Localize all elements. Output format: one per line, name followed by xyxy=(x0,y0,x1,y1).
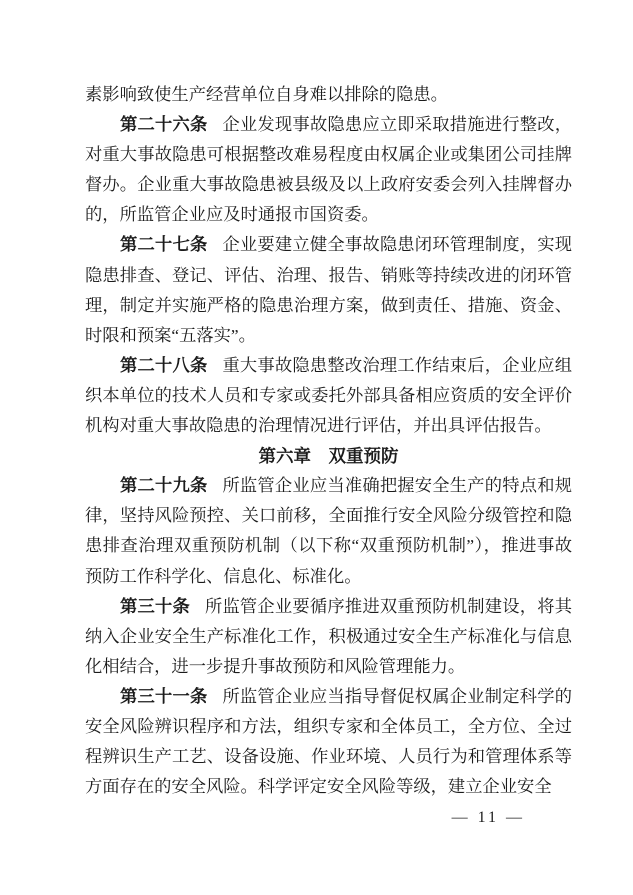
article-paragraph xyxy=(85,351,572,441)
article-paragraph xyxy=(85,471,572,591)
article-number: 第二十六条 xyxy=(120,115,208,135)
page-number: — 11 — xyxy=(451,809,525,826)
paragraph-text: 企业要建立健全事故隐患闭环管理制度，实现隐患排查、登记、评估、治理、报告、销账等持续改进的闭环管理，制定并实施严格的隐患治理方案，做到责任、措施、资金、时限和预案“五落实”。 xyxy=(85,235,572,345)
article-paragraph xyxy=(85,592,572,682)
document-body xyxy=(85,80,572,802)
paragraph-text: 企业发现事故隐患应立即采取措施进行整改，对重大事故隐患可根据整改难易程度由权属企业或集团公司挂牌督办。企业重大事故隐患被县级及以上政府安委会列入挂牌督办的，所监管企业应及时通报市国资委。 xyxy=(85,115,572,225)
article-number: 第二十九条 xyxy=(120,476,208,496)
continuation-paragraph xyxy=(85,80,572,110)
article-number: 第三十一条 xyxy=(120,686,208,706)
paragraph-text: 重大事故隐患整改治理工作结束后，企业应组织本单位的技术人员和专家或委托外部具备相应资质的安全评价机构对重大事故隐患的治理情况进行评估，并出具评估报告。 xyxy=(85,355,572,436)
article-number: 第二十七条 xyxy=(120,235,208,255)
paragraph-text: 所监管企业应当指导督促权属企业制定科学的安全风险辨识程序和方法，组织专家和全体员工，全方位、全过程辨识生产工艺、设备设施、作业环境、人员行为和管理体系等方面存在的安全风险。科学评定安全风险等级，建立企业安全 xyxy=(85,686,572,797)
article-number: 第三十条 xyxy=(120,596,190,616)
article-paragraph xyxy=(85,682,572,802)
paragraph-text: 所监管企业要循序推进双重预防机制建设，将其纳入企业安全生产标准化工作，积极通过安全生产标准化与信息化相结合，进一步提升事故预防和风险管理能力。 xyxy=(85,596,572,676)
article-paragraph xyxy=(85,230,572,350)
article-number: 第二十八条 xyxy=(120,355,208,375)
chapter-heading: 第六章 双重预防 xyxy=(258,446,399,467)
article-paragraph xyxy=(85,110,572,230)
paragraph-text: 素影响致使生产经营单位自身难以排除的隐患。 xyxy=(85,85,448,104)
paragraph-text: 所监管企业应当准确把握安全生产的特点和规律，坚持风险预控、关口前移，全面推行安全风险分级管控和隐患排查治理双重预防机制（以下称“双重预防机制”），推进事故预防工作科学化、信息化、标准化。 xyxy=(85,476,572,586)
